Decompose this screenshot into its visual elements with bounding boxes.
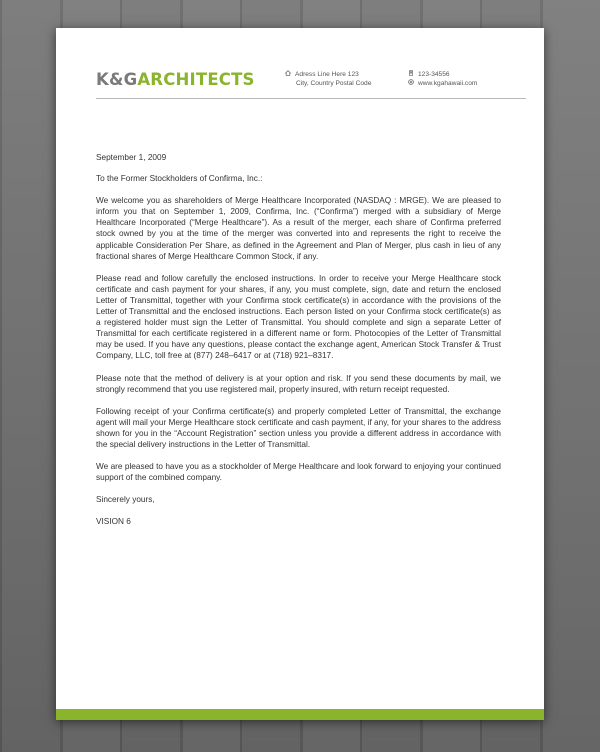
- contact-block: [408, 70, 477, 88]
- letter-closing: Sincerely yours,: [96, 495, 155, 505]
- address-line-1: Adress Line Here 123: [295, 71, 359, 78]
- address-line-2: City, Country Postal Code: [296, 80, 372, 87]
- phone-icon: [408, 70, 414, 79]
- website-link[interactable]: www.kgahawaii.com: [418, 80, 478, 87]
- home-icon: [285, 70, 291, 79]
- letter-salutation: To the Former Stockholders of Confirma, Inc.:: [96, 174, 263, 184]
- footer-accent-bar: [56, 709, 544, 720]
- letter-paragraph: Please read and follow carefully the enclosed instructions. In order to receive your Merge Healthcare stock certificate and cash payment for your shares, if any, you must complete, sign, date and return the enclosed Letter of Transmittal, together with your Confirma stock certificate(s) in accordance with the provisions of the Letter of Transmittal and the enclosed instructions. Each person listed on your Confirma stock certificate(s) as a registered holder must sign the Letter of Transmittal. You should complete and sign a separate Letter of Transmittal for each certificate registered in a different name or form. Photocopies of the Letter of Transmittal may be used. If you have any questions, please contact the exchange agent, American Stock Transfer & Trust Company, LLC, toll free at (877) 248–6417 or at (718) 921–8317.: [96, 273, 501, 361]
- letter-paragraph: We welcome you as shareholders of Merge Healthcare Incorporated (NASDAQ : MRGE). We are pleased to inform you that on September 1, 2009, Confirma, Inc. (“Confirma”) merged with a subsidiary of Merge Healthcare Incorporated (“Merge Healthcare”). As a result of the merger, each share of Confirma preferred stock owned by you at the time of the merger was converted into and represents the right to receive the applicable Consideration Per Share, as defined in the Agreement and Plan of Merger, plus cash in lieu of any fractional shares of Merge Healthcare Common Stock, if any.: [96, 196, 501, 261]
- phone-number: 123-34556: [418, 71, 450, 78]
- letter-date: September 1, 2009: [96, 153, 167, 162]
- letter-paragraph: Following receipt of your Confirma certificate(s) and properly completed Letter of Transmittal, the exchange agent will mail your Merge Healthcare stock certificate and cash payment, if any, for your shares to the address shown for you in the “Account Registration” section unless you provide a different address in accordance with the special delivery instructions in the Letter of Transmittal.: [96, 406, 501, 449]
- letterhead-page: [56, 28, 544, 720]
- letterhead-header: [96, 64, 524, 98]
- letter-signature: VISION 6: [96, 517, 131, 527]
- letter-body: [96, 152, 501, 538]
- at-icon: [408, 79, 414, 88]
- header-divider: [96, 98, 526, 99]
- letter-paragraph: Please note that the method of delivery is at your option and risk. If you send these documents by mail, we strongly recommend that you use registered mail, properly insured, with return receipt requested.: [96, 373, 501, 394]
- address-block: [285, 70, 371, 88]
- letter-paragraph: We are pleased to have you as a stockholder of Merge Healthcare and look forward to enjoying your continued support of the combined company.: [96, 462, 501, 483]
- company-logo: K&GARCHITECTS: [96, 70, 255, 89]
